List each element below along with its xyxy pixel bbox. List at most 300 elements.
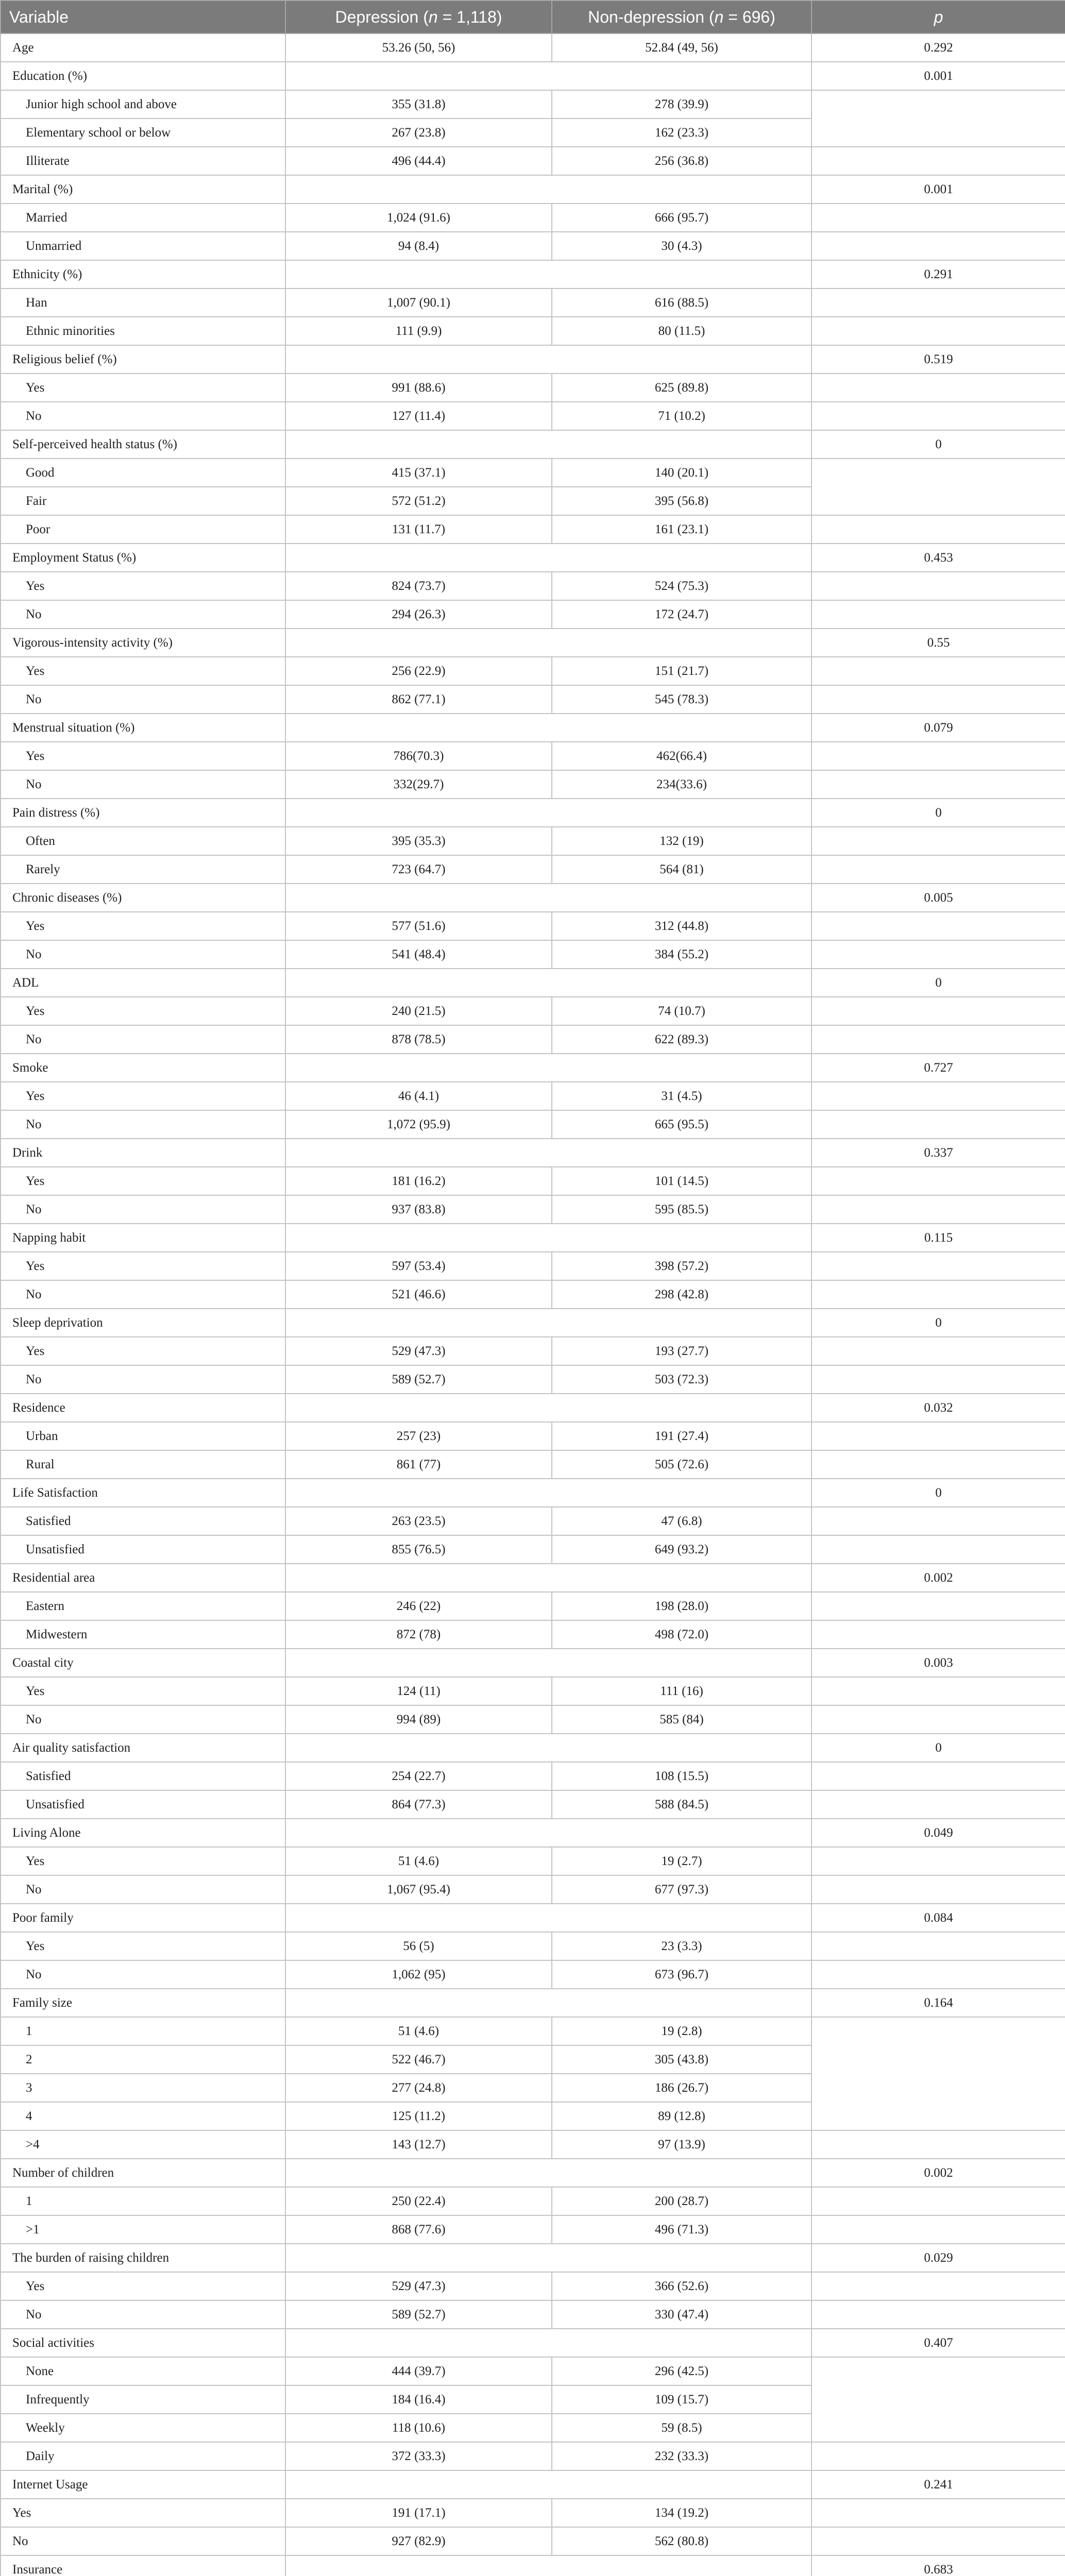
row-label: >4 <box>1 2130 285 2159</box>
non-depression-value-cell: 622 (89.3) <box>552 1025 812 1054</box>
table-row <box>1 1734 1065 1762</box>
depression-value-cell: 1,072 (95.9) <box>285 1110 552 1139</box>
depression-value-cell: 181 (16.2) <box>285 1167 552 1195</box>
table-row <box>1 90 1065 118</box>
table-row <box>1 2470 1065 2499</box>
row-label: Rural <box>1 1450 285 1479</box>
table-row <box>1 2244 1065 2272</box>
non-depression-value-cell: 256 (36.8) <box>552 147 812 175</box>
row-label: Unsatisfied <box>1 1790 285 1819</box>
p-group-blank-cell <box>812 289 1065 317</box>
p-value-cell: 0.291 <box>812 260 1065 289</box>
depression-value-cell: 868 (77.6) <box>285 2215 552 2244</box>
row-label: Family size <box>1 1989 285 2017</box>
p-value-cell: 0.453 <box>812 544 1065 572</box>
row-label: Employment Status (%) <box>1 544 285 572</box>
row-label: >1 <box>1 2215 285 2244</box>
non-depression-value-cell: 503 (72.3) <box>552 1365 812 1394</box>
p-value-cell: 0 <box>812 969 1065 997</box>
p-group-blank-cell <box>812 204 1065 232</box>
row-label: Yes <box>1 1252 285 1280</box>
depression-value-cell: 191 (17.1) <box>285 2499 552 2527</box>
table-header-row <box>1 1 1065 33</box>
table-row <box>1 1847 1065 1875</box>
p-value-cell: 0 <box>812 799 1065 827</box>
non-depression-value-cell: 109 (15.7) <box>552 2385 812 2414</box>
table-row <box>1 1365 1065 1394</box>
row-label: No <box>1 1280 285 1309</box>
table-row <box>1 317 1065 345</box>
section-blank-cell <box>285 1734 812 1762</box>
p-group-blank-cell <box>812 459 1065 515</box>
depression-value-cell: 572 (51.2) <box>285 487 552 515</box>
table-row <box>1 175 1065 204</box>
table-row <box>1 1819 1065 1847</box>
row-label: Yes <box>1 1082 285 1110</box>
row-label: Midwestern <box>1 1620 285 1649</box>
depression-value-cell: 577 (51.6) <box>285 912 552 940</box>
non-depression-value-cell: 172 (24.7) <box>552 600 812 629</box>
row-label: Elementary school or below <box>1 118 285 147</box>
table-row <box>1 2527 1065 2555</box>
non-depression-value-cell: 588 (84.5) <box>552 1790 812 1819</box>
table-row <box>1 1932 1065 1960</box>
section-blank-cell <box>285 799 812 827</box>
non-depression-value-cell: 677 (97.3) <box>552 1875 812 1904</box>
table-row <box>1 572 1065 600</box>
row-label: Sleep deprivation <box>1 1309 285 1337</box>
p-group-blank-cell <box>812 2499 1065 2527</box>
depression-value-cell: 127 (11.4) <box>285 402 552 430</box>
table-row <box>1 940 1065 969</box>
non-depression-value-cell: 296 (42.5) <box>552 2357 812 2385</box>
table-row <box>1 2300 1065 2329</box>
row-label: Urban <box>1 1422 285 1450</box>
table-row <box>1 1989 1065 2017</box>
row-label: 1 <box>1 2187 285 2215</box>
table-row <box>1 2442 1065 2470</box>
non-depression-value-cell: 616 (88.5) <box>552 289 812 317</box>
row-label: 3 <box>1 2074 285 2102</box>
table-row <box>1 2357 1065 2385</box>
table-row <box>1 1790 1065 1819</box>
table-row <box>1 147 1065 175</box>
p-group-blank-cell <box>812 1677 1065 1705</box>
non-depression-value-cell: 524 (75.3) <box>552 572 812 600</box>
table-row <box>1 204 1065 232</box>
p-group-blank-cell <box>812 1082 1065 1110</box>
row-label: Residence <box>1 1394 285 1422</box>
table-row <box>1 515 1065 544</box>
table-row <box>1 2187 1065 2215</box>
section-blank-cell <box>285 1904 812 1932</box>
table-row <box>1 345 1065 374</box>
table-row <box>1 912 1065 940</box>
p-group-blank-cell <box>812 1932 1065 1960</box>
non-depression-value-cell: 200 (28.7) <box>552 2187 812 2215</box>
row-label: 1 <box>1 2017 285 2045</box>
depression-value-cell: 267 (23.8) <box>285 118 552 147</box>
section-blank-cell <box>285 1649 812 1677</box>
table-row <box>1 1479 1065 1507</box>
non-depression-value-cell: 649 (93.2) <box>552 1535 812 1564</box>
table-row <box>1 232 1065 260</box>
row-label: Ethnicity (%) <box>1 260 285 289</box>
depression-value-cell: 254 (22.7) <box>285 1762 552 1790</box>
table-row <box>1 629 1065 657</box>
table-row <box>1 1167 1065 1195</box>
depression-value-cell: 257 (23) <box>285 1422 552 1450</box>
table-row <box>1 1592 1065 1620</box>
p-value-cell: 0 <box>812 1734 1065 1762</box>
depression-value-cell: 46 (4.1) <box>285 1082 552 1110</box>
row-label: Yes <box>1 997 285 1025</box>
p-value-cell: 0.727 <box>812 1054 1065 1082</box>
table-row <box>1 969 1065 997</box>
non-depression-value-cell: 462(66.4) <box>552 742 812 770</box>
p-value-cell: 0.002 <box>812 1564 1065 1592</box>
depression-value-cell: 53.26 (50, 56) <box>285 33 552 62</box>
non-depression-value-cell: 19 (2.8) <box>552 2017 812 2045</box>
table-row <box>1 1450 1065 1479</box>
row-label: Self-perceived health status (%) <box>1 430 285 459</box>
depression-value-cell: 111 (9.9) <box>285 317 552 345</box>
depression-value-cell: 240 (21.5) <box>285 997 552 1025</box>
table-row <box>1 827 1065 855</box>
non-depression-value-cell: 71 (10.2) <box>552 402 812 430</box>
p-value-cell: 0.001 <box>812 175 1065 204</box>
table-row <box>1 1280 1065 1309</box>
depression-value-cell: 125 (11.2) <box>285 2102 552 2130</box>
row-label: No <box>1 1365 285 1394</box>
row-label: Age <box>1 33 285 62</box>
section-blank-cell <box>285 62 812 90</box>
row-label: No <box>1 2300 285 2329</box>
p-group-blank-cell <box>812 2272 1065 2300</box>
depression-value-cell: 1,007 (90.1) <box>285 289 552 317</box>
row-label: No <box>1 1025 285 1054</box>
row-label: Good <box>1 459 285 487</box>
row-label: Poor <box>1 515 285 544</box>
p-value-cell: 0.407 <box>812 2329 1065 2357</box>
row-label: None <box>1 2357 285 2385</box>
p-value-cell: 0.029 <box>812 2244 1065 2272</box>
depression-value-cell: 861 (77) <box>285 1450 552 1479</box>
p-group-blank-cell <box>812 572 1065 600</box>
depression-value-cell: 277 (24.8) <box>285 2074 552 2102</box>
section-blank-cell <box>285 969 812 997</box>
row-label: Pain distress (%) <box>1 799 285 827</box>
row-label: Yes <box>1 572 285 600</box>
p-group-blank-cell <box>812 827 1065 855</box>
row-label: No <box>1 685 285 714</box>
table-row <box>1 1025 1065 1054</box>
row-label: The burden of raising children <box>1 2244 285 2272</box>
non-depression-value-cell: 186 (26.7) <box>552 2074 812 2102</box>
non-depression-value-cell: 562 (80.8) <box>552 2527 812 2555</box>
depression-value-cell: 395 (35.3) <box>285 827 552 855</box>
table-row <box>1 714 1065 742</box>
depression-value-cell: 862 (77.1) <box>285 685 552 714</box>
row-label: Yes <box>1 2499 285 2527</box>
non-depression-value-cell: 298 (42.8) <box>552 1280 812 1309</box>
p-value-cell: 0.115 <box>812 1224 1065 1252</box>
depression-value-cell: 521 (46.6) <box>285 1280 552 1309</box>
row-label: Residential area <box>1 1564 285 1592</box>
non-depression-value-cell: 108 (15.5) <box>552 1762 812 1790</box>
non-depression-value-cell: 305 (43.8) <box>552 2045 812 2074</box>
non-depression-value-cell: 312 (44.8) <box>552 912 812 940</box>
non-depression-value-cell: 111 (16) <box>552 1677 812 1705</box>
row-label: Smoke <box>1 1054 285 1082</box>
depression-value-cell: 824 (73.7) <box>285 572 552 600</box>
row-label: No <box>1 1110 285 1139</box>
table-row <box>1 884 1065 912</box>
section-blank-cell <box>285 430 812 459</box>
header-p-value: p <box>812 1 1065 33</box>
row-label: Illiterate <box>1 147 285 175</box>
row-label: Yes <box>1 2272 285 2300</box>
section-blank-cell <box>285 1224 812 1252</box>
row-label: Marital (%) <box>1 175 285 204</box>
row-label: Air quality satisfaction <box>1 1734 285 1762</box>
row-label: No <box>1 1960 285 1989</box>
header-non-depression: Non-depression (n = 696) <box>552 1 812 33</box>
table-row <box>1 1535 1065 1564</box>
p-value-cell: 0 <box>812 1309 1065 1337</box>
non-depression-value-cell: 19 (2.7) <box>552 1847 812 1875</box>
row-label: Unmarried <box>1 232 285 260</box>
p-value-cell: 0.084 <box>812 1904 1065 1932</box>
row-label: Yes <box>1 374 285 402</box>
non-depression-value-cell: 47 (6.8) <box>552 1507 812 1535</box>
table-row <box>1 657 1065 685</box>
table-row <box>1 799 1065 827</box>
p-group-blank-cell <box>812 90 1065 147</box>
p-value-cell: 0.002 <box>812 2159 1065 2187</box>
row-label: Yes <box>1 912 285 940</box>
row-label: Social activities <box>1 2329 285 2357</box>
p-value-cell: 0.003 <box>812 1649 1065 1677</box>
section-blank-cell <box>285 2329 812 2357</box>
section-blank-cell <box>285 1479 812 1507</box>
row-label: Yes <box>1 1677 285 1705</box>
non-depression-value-cell: 545 (78.3) <box>552 685 812 714</box>
p-group-blank-cell <box>812 1592 1065 1620</box>
row-label: 2 <box>1 2045 285 2074</box>
non-depression-value-cell: 97 (13.9) <box>552 2130 812 2159</box>
non-depression-value-cell: 74 (10.7) <box>552 997 812 1025</box>
table-row <box>1 1762 1065 1790</box>
table-row <box>1 1649 1065 1677</box>
row-label: Drink <box>1 1139 285 1167</box>
row-label: No <box>1 1705 285 1734</box>
row-label: Ethnic minorities <box>1 317 285 345</box>
table-row <box>1 1054 1065 1082</box>
table-row <box>1 430 1065 459</box>
p-group-blank-cell <box>812 2017 1065 2130</box>
non-depression-value-cell: 30 (4.3) <box>552 232 812 260</box>
non-depression-value-cell: 31 (4.5) <box>552 1082 812 1110</box>
depression-value-cell: 355 (31.8) <box>285 90 552 118</box>
table-row <box>1 1252 1065 1280</box>
header-variable: Variable <box>1 1 285 33</box>
p-value-cell: 0.049 <box>812 1819 1065 1847</box>
non-depression-value-cell: 330 (47.4) <box>552 2300 812 2329</box>
non-depression-value-cell: 585 (84) <box>552 1705 812 1734</box>
table-row <box>1 1309 1065 1337</box>
non-depression-value-cell: 498 (72.0) <box>552 1620 812 1649</box>
table-row <box>1 997 1065 1025</box>
row-label: Yes <box>1 657 285 685</box>
table-row <box>1 2159 1065 2187</box>
row-label: Junior high school and above <box>1 90 285 118</box>
table-row <box>1 544 1065 572</box>
table-row <box>1 1110 1065 1139</box>
non-depression-value-cell: 665 (95.5) <box>552 1110 812 1139</box>
row-label: Satisfied <box>1 1762 285 1790</box>
row-label: No <box>1 940 285 969</box>
non-depression-value-cell: 132 (19) <box>552 827 812 855</box>
depression-value-cell: 294 (26.3) <box>285 600 552 629</box>
non-depression-value-cell: 505 (72.6) <box>552 1450 812 1479</box>
table-row <box>1 685 1065 714</box>
non-depression-value-cell: 395 (56.8) <box>552 487 812 515</box>
depression-value-cell: 131 (11.7) <box>285 515 552 544</box>
table-row <box>1 62 1065 90</box>
non-depression-value-cell: 134 (19.2) <box>552 2499 812 2527</box>
p-value-cell: 0.001 <box>812 62 1065 90</box>
non-depression-value-cell: 193 (27.7) <box>552 1337 812 1365</box>
non-depression-value-cell: 140 (20.1) <box>552 459 812 487</box>
p-group-blank-cell <box>812 1337 1065 1365</box>
row-label: Yes <box>1 742 285 770</box>
section-blank-cell <box>285 544 812 572</box>
non-depression-value-cell: 673 (96.7) <box>552 1960 812 1989</box>
p-group-blank-cell <box>812 1847 1065 1875</box>
non-depression-value-cell: 366 (52.6) <box>552 2272 812 2300</box>
row-label: Infrequently <box>1 2385 285 2414</box>
p-value-cell: 0.079 <box>812 714 1065 742</box>
section-blank-cell <box>285 884 812 912</box>
p-value-cell: 0.519 <box>812 345 1065 374</box>
non-depression-value-cell: 564 (81) <box>552 855 812 884</box>
depression-value-cell: 529 (47.3) <box>285 1337 552 1365</box>
table-body <box>1 33 1065 2576</box>
row-label: Yes <box>1 1932 285 1960</box>
row-label: Vigorous-intensity activity (%) <box>1 629 285 657</box>
table-row <box>1 1904 1065 1932</box>
table-row <box>1 1564 1065 1592</box>
table-row <box>1 1620 1065 1649</box>
non-depression-value-cell: 232 (33.3) <box>552 2442 812 2470</box>
row-label: Daily <box>1 2442 285 2470</box>
row-label: Yes <box>1 1847 285 1875</box>
row-label: Unsatisfied <box>1 1535 285 1564</box>
table-row <box>1 1507 1065 1535</box>
section-blank-cell <box>285 714 812 742</box>
p-group-blank-cell <box>812 1762 1065 1790</box>
depression-value-cell: 94 (8.4) <box>285 232 552 260</box>
row-label: 4 <box>1 2102 285 2130</box>
non-depression-value-cell: 666 (95.7) <box>552 204 812 232</box>
table-row <box>1 1875 1065 1904</box>
row-label: Coastal city <box>1 1649 285 1677</box>
depression-value-cell: 786(70.3) <box>285 742 552 770</box>
table-row <box>1 855 1065 884</box>
non-depression-value-cell: 80 (11.5) <box>552 317 812 345</box>
depression-value-cell: 1,062 (95) <box>285 1960 552 1989</box>
row-label: Married <box>1 204 285 232</box>
depression-value-cell: 597 (53.4) <box>285 1252 552 1280</box>
p-group-blank-cell <box>812 1422 1065 1450</box>
p-group-blank-cell <box>812 1507 1065 1535</box>
depression-value-cell: 723 (64.7) <box>285 855 552 884</box>
depression-value-cell: 415 (37.1) <box>285 459 552 487</box>
row-label: No <box>1 600 285 629</box>
p-value-cell: 0.032 <box>812 1394 1065 1422</box>
row-label: Satisfied <box>1 1507 285 1535</box>
row-label: Poor family <box>1 1904 285 1932</box>
p-group-blank-cell <box>812 1252 1065 1280</box>
depression-value-cell: 522 (46.7) <box>285 2045 552 2074</box>
p-value-cell: 0.55 <box>812 629 1065 657</box>
depression-value-cell: 124 (11) <box>285 1677 552 1705</box>
p-group-blank-cell <box>812 2357 1065 2442</box>
row-label: Yes <box>1 1167 285 1195</box>
table-row <box>1 1337 1065 1365</box>
table-row <box>1 2499 1065 2527</box>
section-blank-cell <box>285 345 812 374</box>
table-row <box>1 2272 1065 2300</box>
p-group-blank-cell <box>812 1167 1065 1195</box>
row-label: Living Alone <box>1 1819 285 1847</box>
depression-value-cell: 332(29.7) <box>285 770 552 799</box>
depression-value-cell: 994 (89) <box>285 1705 552 1734</box>
p-group-blank-cell <box>812 374 1065 402</box>
table-row <box>1 1224 1065 1252</box>
non-depression-value-cell: 198 (28.0) <box>552 1592 812 1620</box>
non-depression-value-cell: 52.84 (49, 56) <box>552 33 812 62</box>
p-group-blank-cell <box>812 742 1065 770</box>
header-depression: Depression (n = 1,118) <box>285 1 552 33</box>
depression-value-cell: 184 (16.4) <box>285 2385 552 2414</box>
row-label: Napping habit <box>1 1224 285 1252</box>
section-blank-cell <box>285 1139 812 1167</box>
row-label: Menstrual situation (%) <box>1 714 285 742</box>
depression-value-cell: 541 (48.4) <box>285 940 552 969</box>
table-row <box>1 2017 1065 2045</box>
depression-value-cell: 263 (23.5) <box>285 1507 552 1535</box>
p-group-blank-cell <box>812 657 1065 685</box>
depression-value-cell: 878 (78.5) <box>285 1025 552 1054</box>
table-row <box>1 2130 1065 2159</box>
table-row <box>1 1195 1065 1224</box>
table-row <box>1 260 1065 289</box>
table-row <box>1 742 1065 770</box>
section-blank-cell <box>285 2159 812 2187</box>
p-value-cell: 0.292 <box>812 33 1065 62</box>
p-value-cell: 0.241 <box>812 2470 1065 2499</box>
p-group-blank-cell <box>812 997 1065 1025</box>
row-label: Eastern <box>1 1592 285 1620</box>
row-label: No <box>1 402 285 430</box>
non-depression-value-cell: 101 (14.5) <box>552 1167 812 1195</box>
p-value-cell: 0 <box>812 1479 1065 1507</box>
table-row <box>1 2555 1065 2576</box>
non-depression-value-cell: 59 (8.5) <box>552 2414 812 2442</box>
row-label: Han <box>1 289 285 317</box>
